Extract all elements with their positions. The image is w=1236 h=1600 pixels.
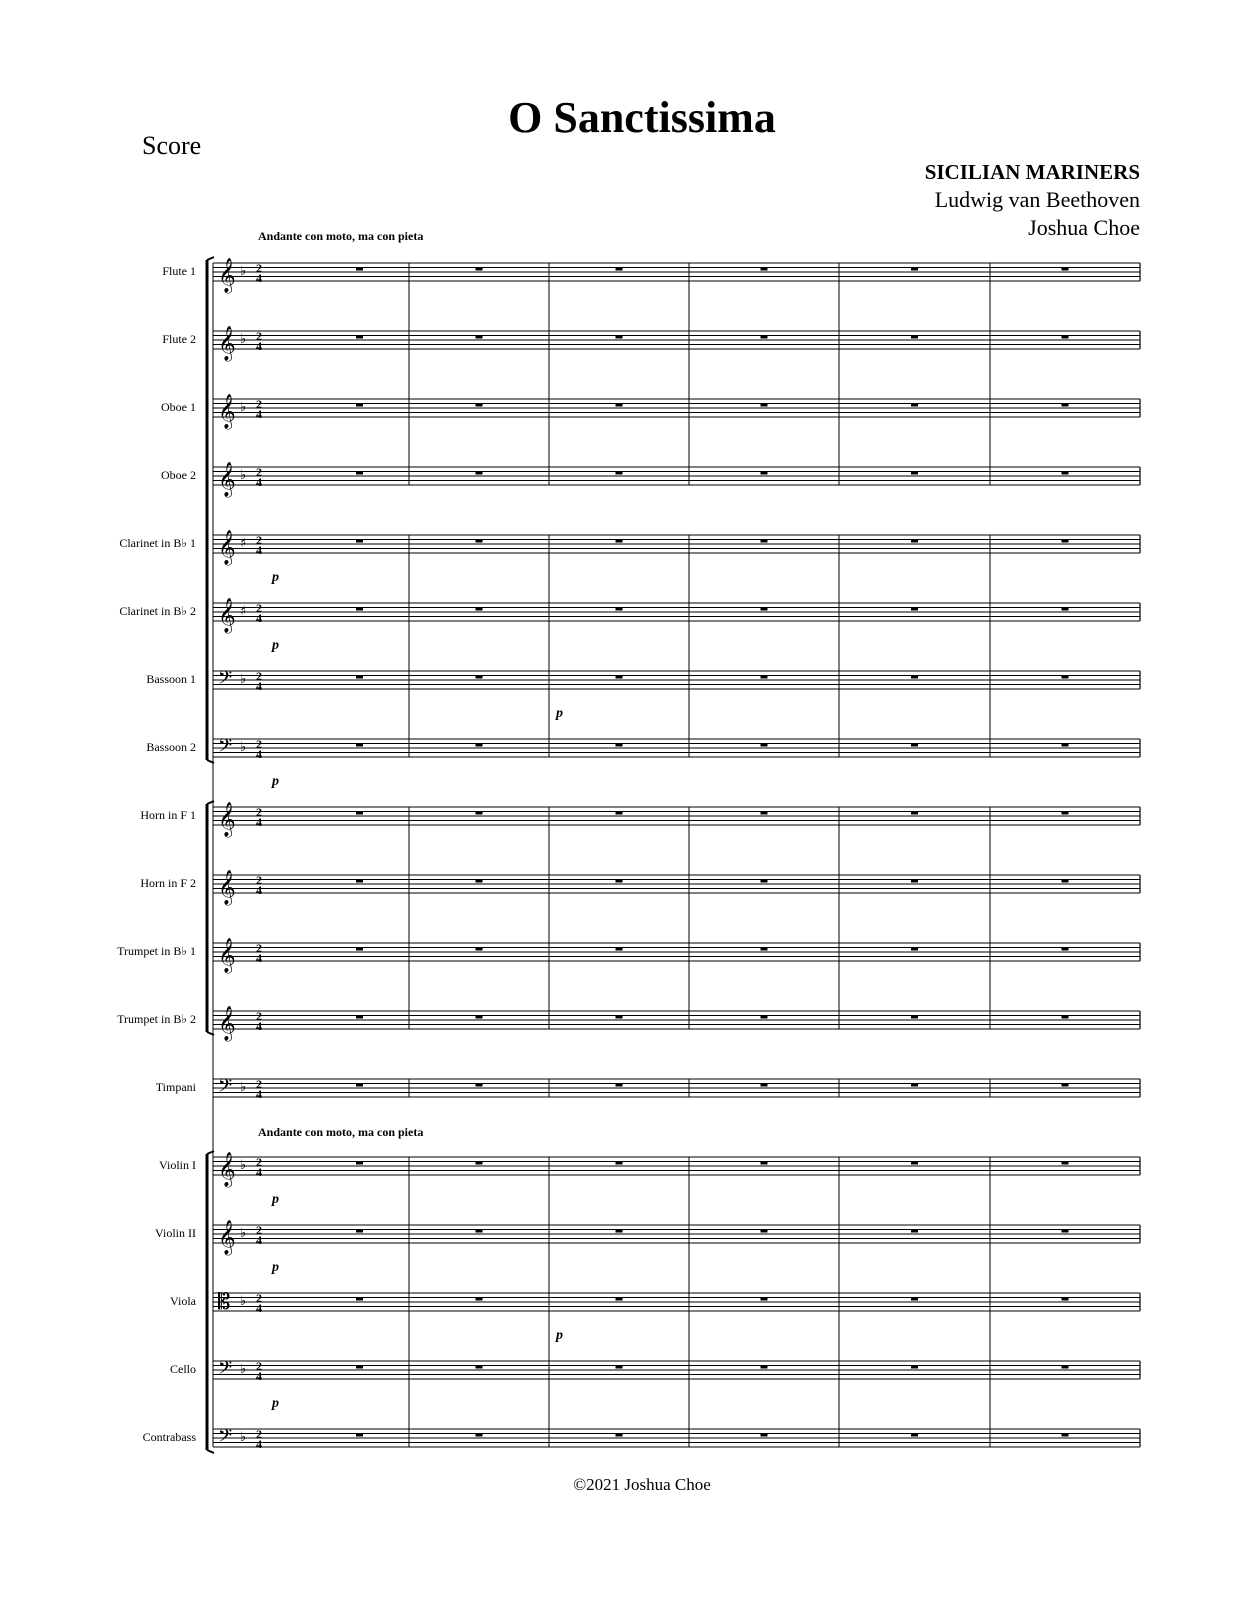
measure-rest (356, 1016, 363, 1019)
measure-rest (1062, 948, 1069, 951)
measure-rest (761, 404, 768, 407)
bass-clef-icon: 𝄢 (218, 668, 233, 693)
measure-rest (761, 1298, 768, 1301)
time-signature-top: 2 (256, 941, 262, 955)
measure-rest (761, 1230, 768, 1233)
measure-rest (616, 336, 623, 339)
measure-rest (616, 472, 623, 475)
measure-rest (476, 812, 483, 815)
time-signature-top: 2 (256, 533, 262, 547)
measure-rest (476, 1434, 483, 1437)
measure-rest (911, 1162, 918, 1165)
time-signature-bottom: 4 (256, 1019, 262, 1033)
staff (213, 1220, 1140, 1293)
time-signature-bottom: 4 (256, 815, 262, 829)
measure-rest (616, 880, 623, 883)
time-signature-top: 2 (256, 873, 262, 887)
measure-rest (911, 1084, 918, 1087)
instrument-label: Horn in F 1 (140, 808, 196, 822)
measure-rest (761, 1016, 768, 1019)
measure-rest (1062, 540, 1069, 543)
key-signature-icon: ♭ (240, 1430, 247, 1445)
treble-clef-icon: 𝄞 (218, 938, 236, 973)
time-signature-bottom: 4 (256, 1165, 262, 1179)
measure-rest (476, 744, 483, 747)
measure-rest (761, 336, 768, 339)
measure-rest (1062, 608, 1069, 611)
measure-rest (911, 336, 918, 339)
measure-rest (476, 880, 483, 883)
bass-clef-icon: 𝄢 (218, 1358, 233, 1383)
measure-rest (1062, 1084, 1069, 1087)
instrument-label: Bassoon 1 (146, 672, 196, 686)
measure-rest (476, 472, 483, 475)
time-signature-bottom: 4 (256, 339, 262, 353)
measure-rest (911, 676, 918, 679)
tempo-marking-strings: Andante con moto, ma con pieta (258, 1125, 424, 1139)
time-signature-top: 2 (256, 1077, 262, 1091)
staff (213, 736, 1140, 761)
dynamic-marking: p (272, 570, 279, 585)
instrument-label: Viola (170, 1294, 196, 1308)
time-signature-bottom: 4 (256, 951, 262, 965)
measure-rest (911, 1366, 918, 1369)
treble-clef-icon: 𝄞 (218, 802, 236, 837)
dynamic-marking: p (556, 706, 563, 721)
measure-rest (616, 1298, 623, 1301)
staff (213, 1076, 1140, 1101)
measure-rest (911, 880, 918, 883)
measure-rest (476, 1016, 483, 1019)
measure-rest (356, 676, 363, 679)
instrument-label: Oboe 2 (161, 468, 196, 482)
time-signature-bottom: 4 (256, 407, 262, 421)
measure-rest (616, 268, 623, 271)
measure-rest (1062, 404, 1069, 407)
measure-rest (476, 676, 483, 679)
instrument-label: Oboe 1 (161, 400, 196, 414)
key-signature-icon: ♭ (240, 1158, 247, 1173)
key-signature-icon: ♯ (240, 604, 247, 619)
measure-rest (356, 948, 363, 951)
treble-clef-icon: 𝄞 (218, 1006, 236, 1041)
measure-rest (356, 1162, 363, 1165)
time-signature-bottom: 4 (256, 1087, 262, 1101)
measure-rest (911, 1434, 918, 1437)
measure-rest (1062, 1298, 1069, 1301)
arranger: Joshua Choe (1028, 215, 1140, 240)
time-signature-bottom: 4 (256, 1233, 262, 1247)
measure-rest (476, 608, 483, 611)
staff (213, 1426, 1140, 1451)
subtitle: SICILIAN MARINERS (924, 160, 1140, 184)
measure-rest (476, 948, 483, 951)
measure-rest (476, 1298, 483, 1301)
instrument-label: Timpani (155, 1080, 196, 1094)
instrument-label: Horn in F 2 (140, 876, 196, 890)
instrument-label: Violin II (155, 1226, 196, 1240)
measure-rest (1062, 1434, 1069, 1437)
staff (213, 802, 1140, 875)
staff (213, 530, 1140, 603)
time-signature-top: 2 (256, 1291, 262, 1305)
measure-rest (356, 1434, 363, 1437)
treble-clef-icon: 𝄞 (218, 870, 236, 905)
dynamic-marking: p (272, 1192, 279, 1207)
score-title: O Sanctissima (508, 93, 776, 142)
measure-rest (356, 1366, 363, 1369)
measure-rest (476, 1162, 483, 1165)
measure-rest (1062, 268, 1069, 271)
measure-rest (911, 1016, 918, 1019)
measure-rest (356, 472, 363, 475)
measure-rest (476, 1366, 483, 1369)
measure-rest (356, 404, 363, 407)
treble-clef-icon: 𝄞 (218, 1152, 236, 1187)
time-signature-top: 2 (256, 1427, 262, 1441)
measure-rest (476, 336, 483, 339)
measure-rest (761, 880, 768, 883)
bass-clef-icon: 𝄢 (218, 1076, 233, 1101)
measure-rest (761, 1162, 768, 1165)
time-signature-bottom: 4 (256, 1301, 262, 1315)
measure-rest (1062, 880, 1069, 883)
key-signature-icon: ♭ (240, 264, 247, 279)
measure-rest (911, 744, 918, 747)
measure-rest (476, 268, 483, 271)
time-signature-bottom: 4 (256, 1437, 262, 1451)
measure-rest (356, 608, 363, 611)
measure-rest (616, 812, 623, 815)
instrument-label: Clarinet in B♭ 2 (119, 604, 196, 618)
measure-rest (911, 540, 918, 543)
instrument-label: Trumpet in B♭ 1 (117, 944, 196, 958)
time-signature-bottom: 4 (256, 883, 262, 897)
key-signature-icon: ♭ (240, 672, 247, 687)
measure-rest (761, 540, 768, 543)
measure-rest (1062, 1230, 1069, 1233)
staff (213, 598, 1140, 671)
measure-rest (356, 1084, 363, 1087)
measure-rest (356, 336, 363, 339)
key-signature-icon: ♭ (240, 1362, 247, 1377)
measure-rest (911, 1298, 918, 1301)
measure-rest (1062, 744, 1069, 747)
time-signature-top: 2 (256, 805, 262, 819)
key-signature-icon: ♭ (240, 1080, 247, 1095)
measure-rest (911, 268, 918, 271)
measure-rest (356, 880, 363, 883)
alto-clef-icon: 𝄡 (218, 1290, 231, 1315)
time-signature-bottom: 4 (256, 1369, 262, 1383)
score-label: Score (142, 131, 202, 160)
treble-clef-icon: 𝄞 (218, 1220, 236, 1255)
dynamic-marking: p (272, 1260, 279, 1275)
staff (213, 668, 1140, 739)
instrument-label: Contrabass (142, 1430, 196, 1444)
key-signature-icon: ♭ (240, 400, 247, 415)
treble-clef-icon: 𝄞 (218, 462, 236, 497)
treble-clef-icon: 𝄞 (218, 394, 236, 429)
time-signature-top: 2 (256, 397, 262, 411)
time-signature-top: 2 (256, 465, 262, 479)
key-signature-icon: ♯ (240, 536, 247, 551)
measure-rest (356, 744, 363, 747)
measure-rest (356, 1230, 363, 1233)
treble-clef-icon: 𝄞 (218, 258, 236, 293)
time-signature-top: 2 (256, 1009, 262, 1023)
key-signature-icon: ♭ (240, 740, 247, 755)
measure-rest (476, 1230, 483, 1233)
measure-rest (761, 948, 768, 951)
measure-rest (356, 812, 363, 815)
time-signature-bottom: 4 (256, 679, 262, 693)
key-signature-icon: ♭ (240, 1294, 247, 1309)
measure-rest (761, 744, 768, 747)
instrument-label: Flute 1 (162, 264, 196, 278)
dynamic-marking: p (272, 638, 279, 653)
instrument-label: Flute 2 (162, 332, 196, 346)
measure-rest (911, 472, 918, 475)
measure-rest (761, 812, 768, 815)
measure-rest (761, 1434, 768, 1437)
measure-rest (616, 1016, 623, 1019)
measure-rest (356, 1298, 363, 1301)
copyright-footer: ©2021 Joshua Choe (573, 1475, 711, 1494)
measure-rest (761, 1084, 768, 1087)
staff (213, 1152, 1140, 1225)
time-signature-top: 2 (256, 669, 262, 683)
measure-rest (761, 472, 768, 475)
key-signature-icon: ♭ (240, 1226, 247, 1241)
time-signature-top: 2 (256, 261, 262, 275)
time-signature-bottom: 4 (256, 475, 262, 489)
measure-rest (616, 676, 623, 679)
measure-rest (911, 608, 918, 611)
measure-rest (476, 404, 483, 407)
staff (213, 326, 1140, 399)
staff (213, 938, 1140, 1011)
measure-rest (616, 948, 623, 951)
time-signature-top: 2 (256, 601, 262, 615)
staff (213, 394, 1140, 467)
measure-rest (616, 404, 623, 407)
bass-clef-icon: 𝄢 (218, 736, 233, 761)
measure-rest (616, 608, 623, 611)
dynamic-marking: p (272, 774, 279, 789)
measure-rest (911, 948, 918, 951)
dynamic-marking: p (272, 1396, 279, 1411)
staff (213, 1358, 1140, 1429)
measure-rest (1062, 1016, 1069, 1019)
staff (213, 1290, 1140, 1361)
tempo-marking-winds: Andante con moto, ma con pieta (258, 229, 424, 243)
dynamic-marking: p (556, 1328, 563, 1343)
measure-rest (1062, 336, 1069, 339)
instrument-label: Trumpet in B♭ 2 (117, 1012, 196, 1026)
measure-rest (356, 540, 363, 543)
time-signature-bottom: 4 (256, 543, 262, 557)
measure-rest (761, 268, 768, 271)
staff (213, 870, 1140, 943)
bass-clef-icon: 𝄢 (218, 1426, 233, 1451)
time-signature-bottom: 4 (256, 271, 262, 285)
measure-rest (911, 404, 918, 407)
measure-rest (616, 1230, 623, 1233)
measure-rest (476, 1084, 483, 1087)
time-signature-top: 2 (256, 1223, 262, 1237)
measure-rest (1062, 1366, 1069, 1369)
key-signature-icon: ♭ (240, 468, 247, 483)
measure-rest (1062, 1162, 1069, 1165)
composer: Ludwig van Beethoven (934, 187, 1140, 212)
treble-clef-icon: 𝄞 (218, 598, 236, 633)
measure-rest (911, 812, 918, 815)
time-signature-top: 2 (256, 329, 262, 343)
staff (213, 462, 1140, 498)
time-signature-top: 2 (256, 1155, 262, 1169)
measure-rest (476, 540, 483, 543)
measure-rest (616, 1084, 623, 1087)
measure-rest (911, 1230, 918, 1233)
measure-rest (1062, 472, 1069, 475)
measure-rest (356, 268, 363, 271)
staff (213, 1006, 1140, 1042)
treble-clef-icon: 𝄞 (218, 326, 236, 361)
instrument-label: Cello (170, 1362, 196, 1376)
measure-rest (616, 1366, 623, 1369)
time-signature-top: 2 (256, 1359, 262, 1373)
instrument-label: Clarinet in B♭ 1 (119, 536, 196, 550)
time-signature-bottom: 4 (256, 611, 262, 625)
measure-rest (761, 676, 768, 679)
time-signature-bottom: 4 (256, 747, 262, 761)
measure-rest (616, 1434, 623, 1437)
measure-rest (761, 608, 768, 611)
measure-rest (1062, 812, 1069, 815)
measure-rest (616, 744, 623, 747)
measure-rest (616, 1162, 623, 1165)
time-signature-top: 2 (256, 737, 262, 751)
treble-clef-icon: 𝄞 (218, 530, 236, 565)
measure-rest (761, 1366, 768, 1369)
measure-rest (616, 540, 623, 543)
staff (213, 258, 1140, 331)
instrument-label: Violin I (159, 1158, 196, 1172)
instrument-label: Bassoon 2 (146, 740, 196, 754)
measure-rest (1062, 676, 1069, 679)
key-signature-icon: ♭ (240, 332, 247, 347)
